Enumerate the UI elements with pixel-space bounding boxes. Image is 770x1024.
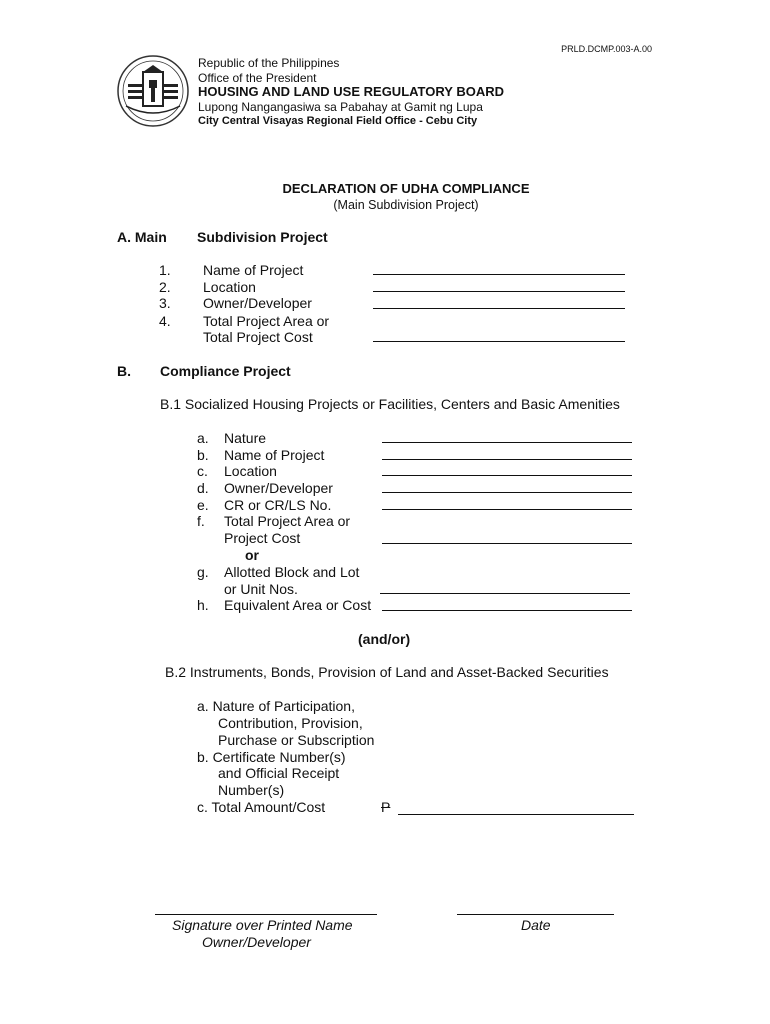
signature-line[interactable] [155,914,377,915]
b1-item-label: Allotted Block and Lot [224,564,360,580]
b2-item-label: Contribution, Provision, [218,715,363,731]
b2-item-label: and Official Receipt [218,765,340,781]
b1-heading: B.1 Socialized Housing Projects or Facilities, Centers and Basic Amenities [160,396,620,412]
b2-heading: B.2 Instruments, Bonds, Provision of Land and Asset-Backed Securities [165,664,609,680]
section-a-item-num: 1. [159,262,171,278]
owner-developer-label: Owner/Developer [202,934,311,950]
section-a-heading: Subdivision Project [197,229,328,245]
document-title: DECLARATION OF UDHA COMPLIANCE [282,181,530,196]
cr-ls-number-field[interactable] [382,509,632,510]
b1-location-field[interactable] [382,475,632,476]
and-or-label: (and/or) [358,631,411,647]
b1-item-label: Owner/Developer [224,480,333,496]
section-a-item-label: Location [203,279,256,295]
nature-field[interactable] [382,442,632,443]
b2-item-label: a. Nature of Participation, [197,698,355,714]
b1-item-label: or Unit Nos. [224,581,298,597]
b1-item-label: Name of Project [224,447,325,463]
b1-item-letter: d. [197,480,209,496]
b1-item-letter: g. [197,564,209,580]
section-a-item-label: Total Project Cost [203,329,313,345]
allotted-block-lot-field[interactable] [380,593,630,594]
header-agency: HOUSING AND LAND USE REGULATORY BOARD [198,84,504,99]
b1-item-label: CR or CR/LS No. [224,497,332,513]
location-field[interactable] [373,291,625,292]
section-a-item-label: Total Project Area or [203,313,330,329]
section-a-label: A. Main [117,229,167,245]
section-a-item-num: 4. [159,313,171,329]
owner-developer-field[interactable] [373,308,625,309]
b1-item-letter: f. [197,513,205,529]
header-regional-office: City Central Visayas Regional Field Office - Cebu City [198,115,478,127]
date-label: Date [521,917,551,933]
b1-item-label: Equivalent Area or Cost [224,597,372,613]
document-subtitle: (Main Subdivision Project) [333,198,479,212]
b1-item-label: Project Cost [224,530,301,546]
b2-item-label: b. Certificate Number(s) [197,749,346,765]
b1-item-label: Location [224,463,277,479]
total-project-area-field[interactable] [373,341,625,342]
peso-sign: P [381,799,391,815]
b1-item-letter: c. [197,463,208,479]
b1-name-of-project-field[interactable] [382,459,632,460]
header-republic: Republic of the Philippines [198,56,340,70]
section-a-item-num: 3. [159,295,171,311]
header-office: Office of the President [198,71,317,85]
b1-owner-developer-field[interactable] [382,492,632,493]
document-code: PRLD.DCMP.003-A.00 [561,44,652,54]
b2-item-label: Number(s) [218,782,285,798]
hlurb-seal-logo [116,54,190,128]
header-agency-filipino: Lupong Nangangasiwa sa Pabahay at Gamit ng Lupa [198,100,483,114]
b1-item-letter: a. [197,430,209,446]
b1-item-label: Nature [224,430,267,446]
or-label: or [245,547,259,563]
b1-item-letter: h. [197,597,209,613]
section-b-heading: Compliance Project [160,363,291,379]
b2-item-label: Purchase or Subscription [218,732,375,748]
b1-total-project-area-field[interactable] [382,543,632,544]
section-a-item-num: 2. [159,279,171,295]
b1-item-letter: b. [197,447,209,463]
section-a-item-label: Name of Project [203,262,304,278]
b1-item-label: Total Project Area or [224,513,351,529]
section-b-label: B. [117,363,131,379]
total-amount-field[interactable] [398,814,634,815]
b2-item-label: c. Total Amount/Cost [197,799,326,815]
b1-item-letter: e. [197,497,209,513]
name-of-project-field[interactable] [373,274,625,275]
section-a-item-label: Owner/Developer [203,295,312,311]
signature-label: Signature over Printed Name [172,917,353,933]
equivalent-area-field[interactable] [382,610,632,611]
date-line[interactable] [457,914,614,915]
